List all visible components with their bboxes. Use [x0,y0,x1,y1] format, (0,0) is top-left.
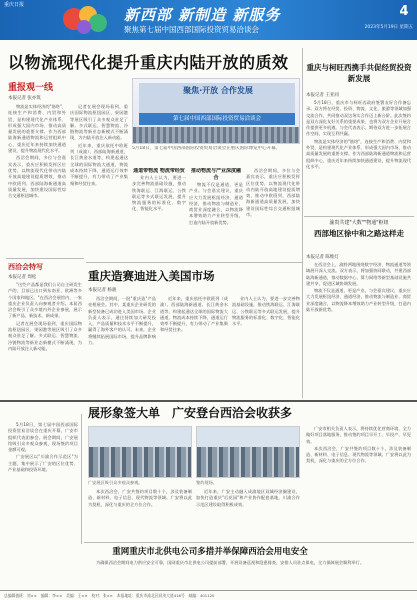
hero-stage-text: 聚焦·开放 合作发展 [183,86,253,95]
main-col-3: 通道带物流 物流带经贸 业内人士认为，要进一步完善物流基础设施，推动铁海联运、江海联运、公铁联运等多式联运发展，提升物流服务的标准化、数字化、智能化水平。 [132,168,186,212]
expo-logo-icon [58,1,114,37]
subhead-1: 通道带物流 物流带经贸 [133,168,185,174]
mid-headline: 重庆造赛迪进入美国市场 [88,269,215,283]
right-body-1: 5月18日，重庆市与柯旺西政府签署友好合作备忘录。双方将在经贸、投资、物流、文化、旅游等领域加强交流合作，共同推动双边务实合作迈上新台阶。此次签约是双方深化友好关系的重要成果，也将为双方企业开展合作提供更多机遇。与会代表表示，期待双方进一步拓展合作空间，实现互利共赢。 物流是实体经济的"筋络"，连接生产和消费、内贸和外贸，是构建现代化产业体系、形成强大国内市场、推动高质量发展的重要支撑。作为西部陆海新通道物流和运营组织中心，重庆近年来持续加快通道建设，提升物流现代化水平。 [306,100,411,169]
photo-caption-2: 签约现场。 [196,480,217,485]
right-body-2: 在西洽会上，渝黔两地围绕数字经济、物流通道等领域展开深入交流。双方表示，将加强协同联动，共建西部陆海新通道，推动数据中心、算力网络等新型基础设施共建共享，促进区域协调发展。 物流不仅是通道，更是产业。与会嘉宾建议，重庆应大力发展枢纽经济、通道经济，推动物流与制造业、商贸业深度融合，以物流降本增效助力产业转型升级，打造内陆开放新优势。 [306,262,411,313]
main-byline: 本报记者 张亦筑 [8,96,41,101]
bottom-body-b: 近年来，广安主动融入成渝地区双城经济圈建设，加快打造重庆"后花园"和产业协作配套基地，川渝合作示范区建设取得积极成效。 [196,489,300,507]
dateline: 2023年5月19日 星期五 [364,25,413,30]
right-headline-1: 重庆与柯旺西携手共促经贸投资新发展 [306,63,412,83]
side-byline: 本报记者 周松 [8,275,37,280]
main-col-5: 西洽会期间，多位与会嘉宾表示，重庆应积极发挥区位优势，以物流现代化带动内陆开放高地建设提质增效，推动中欧班列、西部陆海新通道高质量发展，加快建设国际性综合交通枢纽城市。 [246,168,300,218]
main-col-1: 物流是实体经济的"筋络"，连接生产和消费、内贸和外贸，是构建现代化产业体系、形成强大国内市场、推动高质量发展的重要支撑。作为西部陆海新通道物流和运营组织中心，重庆近年来持续加快通道建设，提升物流现代化水平。 西洽会期间，多位与会嘉宾表示，重庆应积极发挥区位优势，以物流现代化带动内陆开放高地建设提质增效，推动中欧班列、西部陆海新通道高质量发展，加快建设国际性综合交通枢纽城市。 [8,104,66,199]
hero-photo [132,78,300,144]
main-col-4: 推动物流与产业深度融合 物流不仅是通道，更是产业。与会嘉宾建议，重庆应大力发展枢纽经济、通道经济，推动物流与制造业、商贸业深度融合，以物流降本增效助力产业转型升级，打造内陆开放新优势。 [189,168,243,225]
mid-byline: 本报记者 杨骏 [88,288,117,293]
slogan: 新西部 新制造 新服务 [124,6,281,24]
side-tag: 西洽会特写 [8,263,43,271]
page-number: 4 [399,4,409,19]
right-headline-2: 西部地区徐中和之路这样走 [314,229,404,238]
mid-col-1: 西洽会期间，一批"重庆造"产品亮相展会。其中，某重庆企业研发的新型装备已成功进入美国市场。企业负责人表示，通过持续加大研发投入，产品质量和技术水平不断提升，赢得了海外客户的认可。未来，企业将继续拓展国际市场，提升品牌影响力。 [88,296,156,346]
bottom-body-a: 本次西洽会，广安共签约项目数十个，涉及装备制造、新材料、电子信息、现代物流等领域。广安将以此为契机，深化与重庆的全方位合作。 [88,489,192,507]
right-byline-2: 本报记者 陈维灯 [306,255,339,260]
bottom-photo-2 [196,426,300,478]
mid-col-2: 近年来，重庆依托中欧班列（成渝）、西部陆海新通道、长江黄金水道等，构建起通达全球的国际物流大通道，物流成本持续下降，通道运行效率不断提升，有力带动了产业集聚和经贸往来。 [160,296,228,333]
masthead [0,0,417,40]
footer-headline: 重网重庆市北供电公司多措并举保障西洽会用电安全 [112,547,308,557]
main-headline: 以物流现代化提升重庆内陆开放的质效 [8,53,289,72]
hero-banner-text: 第七届中国西部国际投资贸易洽谈会 [172,116,261,122]
bottom-left-box: 5月18日，第七届中国西部国际投资贸易洽谈会在重庆开幕，广安市组织代表团参会。展会期间，广安展馆吸引众多观众参观，现场签约项目金额可观。 广安展区以"川渝合作示范区"为主题，集中展示了广安的区位优势、产业基础和投资环境。 [6,414,82,544]
bottom-photo-1 [88,426,192,478]
subhead-2: 推动物流与产业深度融合 [190,168,241,181]
newspaper-logo: 重庆日报 [4,2,25,8]
side-body: "这些产品都是我们公司自主研发生产的，目前已出口到东南亚、欧洲等多个国家和地区。"在西洽会展馆内，一家重庆企业负责人向参观者介绍。本届西洽会吸引了众多境内外企业参展，展示了新产品、新技术、新成果。 记者在展会现场看到，重庆国际物流枢纽园区、果园港等展区吸引了众多观众驻足了解。多式联运、智慧物流、冷链物流等新业态新模式不断涌现，为内陆开放注入新动能。 [8,282,82,351]
main-col-2: 记者在展会现场看到，重庆国际物流枢纽园区、果园港等展区吸引了众多观众驻足了解。多式联运、智慧物流、冷链物流等新业态新模式不断涌现，为内陆开放注入新动能。 近年来，重庆依托中欧班列（成渝）、西部陆海新通道、长江黄金水道等，构建起通达全球的国际物流大通道，物流成本持续下降，通道运行效率不断提升，有力带动了产业集聚和经贸往来。 [70,104,128,186]
hero-caption: 5月18日，第七届中国西部国际投资贸易洽谈会在重庆国际博览中心开幕。 [132,146,281,151]
footer-body: 为确保西洽会期间电力供应安全可靠，国网重庆市北供电公司提前部署，开展设备巡视和隐患排查，安排人员驻点保电，全力保障展会顺利举行。 [96,560,365,565]
bottom-headline: 展形象签大单 广安登台西洽会收获多 [88,406,293,420]
bottom-body-c: 广安市相关负责人表示，将持续优化营商环境，全力做好项目落地服务，推动签约项目早开工、早投产、早见效。 本次西洽会，广安共签约项目数十个，涉及装备制造、新材料、电子信息、现代物流等领域。广安将以此为契机，深化与重庆的全方位合作。 [306,426,411,464]
subslogan: 聚焦第七届中国西部国际投资贸易洽谈会 [124,25,259,34]
footer-bar: 总编辑值班：刘×× 编辑：李×× 美编：王×× 校对：张×× 本报地址：重庆市渝北区同茂大道416号 邮编：401120 [0,590,417,600]
right-pretitle-2: 渝贵共建"大数""物通"枢纽 [329,220,389,226]
kicker: 重报观一线 [8,83,54,93]
photo-caption-1: 广安展区吸引众多观众参观。 [88,480,143,485]
right-byline-1: 本报记者 王亚同 [306,93,339,98]
mid-col-3: 业内人士认为，要进一步完善物流基础设施，推动铁海联运、江海联运、公铁联运等多式联运发展，提升物流服务的标准化、数字化、智能化水平。 [232,296,300,327]
